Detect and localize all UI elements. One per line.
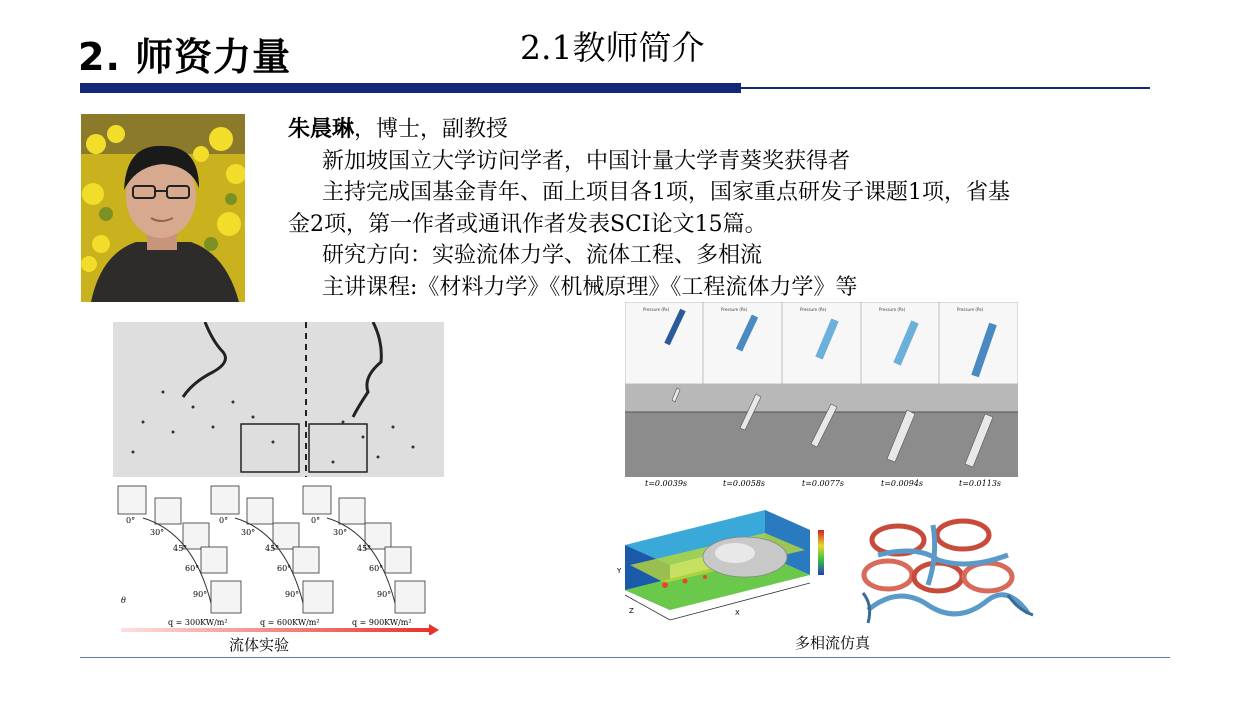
bio-heading	[288, 114, 1158, 146]
heat-flux-label: q = 300KW/m²	[168, 618, 228, 627]
figure-caption-experiment: 流体实验	[229, 636, 290, 654]
axis-label-y: Y	[617, 567, 622, 575]
header-bar-thin	[741, 87, 1150, 89]
simulation-timeseries	[625, 302, 1018, 490]
pressure-label: Pressure (Pa)	[957, 307, 984, 312]
angle-label: 45°	[265, 544, 280, 553]
angle-label: 60°	[369, 564, 384, 573]
angle-label: 45°	[173, 544, 188, 553]
bio-line: 主讲课程:《材料力学》《机械原理》《工程流体力学》等	[322, 274, 858, 300]
angle-label: 60°	[277, 564, 292, 573]
section-title: 2. 师资力量	[78, 35, 292, 79]
vortex-render	[858, 515, 1036, 627]
teacher-bio	[288, 114, 1158, 303]
angle-label: 30°	[333, 528, 348, 537]
bio-line: 金2项，第一作者或通讯作者发表SCI论文15篇。	[288, 211, 767, 237]
figure-caption-simulation: 多相流仿真	[795, 634, 871, 652]
angle-panels	[113, 483, 443, 635]
axis-label-z: Z	[629, 607, 634, 615]
teacher-name: 朱晨琳	[288, 116, 355, 142]
pressure-label: Pressure (Pa)	[643, 307, 670, 312]
time-label: t=0.0039s	[645, 479, 688, 488]
section-subtitle: 2.1教师简介	[520, 28, 705, 67]
time-label: t=0.0058s	[723, 479, 766, 488]
header-bar-thick	[80, 83, 741, 93]
pressure-label: Pressure (Pa)	[879, 307, 906, 312]
axis-label-x: X	[735, 609, 740, 617]
time-label: t=0.0113s	[959, 479, 1002, 488]
bio-line: 研究方向：实验流体力学、流体工程、多相流	[322, 243, 763, 268]
angle-label: 0°	[219, 516, 229, 525]
angle-label: 90°	[193, 590, 208, 599]
teacher-title: ，博士，副教授	[354, 117, 509, 142]
angle-label: 90°	[285, 590, 300, 599]
theta-label: θ	[121, 596, 126, 605]
angle-label: 30°	[150, 528, 165, 537]
bio-line: 新加坡国立大学访问学者，中国计量大学青葵奖获得者	[322, 148, 851, 174]
spray-image	[113, 322, 444, 477]
time-label: t=0.0094s	[881, 479, 924, 488]
footer-divider	[80, 657, 1170, 658]
heat-flux-label: q = 900KW/m²	[352, 618, 412, 627]
angle-label: 0°	[126, 516, 136, 525]
pressure-label: Pressure (Pa)	[800, 307, 827, 312]
angle-label: 60°	[185, 564, 200, 573]
angle-label: 0°	[311, 516, 321, 525]
heat-flux-label: q = 600KW/m²	[260, 618, 320, 627]
teacher-photo	[81, 114, 245, 302]
time-label: t=0.0077s	[802, 479, 845, 488]
angle-label: 45°	[357, 544, 372, 553]
angle-label: 30°	[241, 528, 256, 537]
multiphase-box-render	[615, 505, 835, 630]
pressure-label: Pressure (Pa)	[721, 307, 748, 312]
angle-label: 90°	[377, 590, 392, 599]
bio-line: 主持完成国基金青年、面上项目各1项，国家重点研发子课题1项，省基	[322, 180, 1010, 205]
